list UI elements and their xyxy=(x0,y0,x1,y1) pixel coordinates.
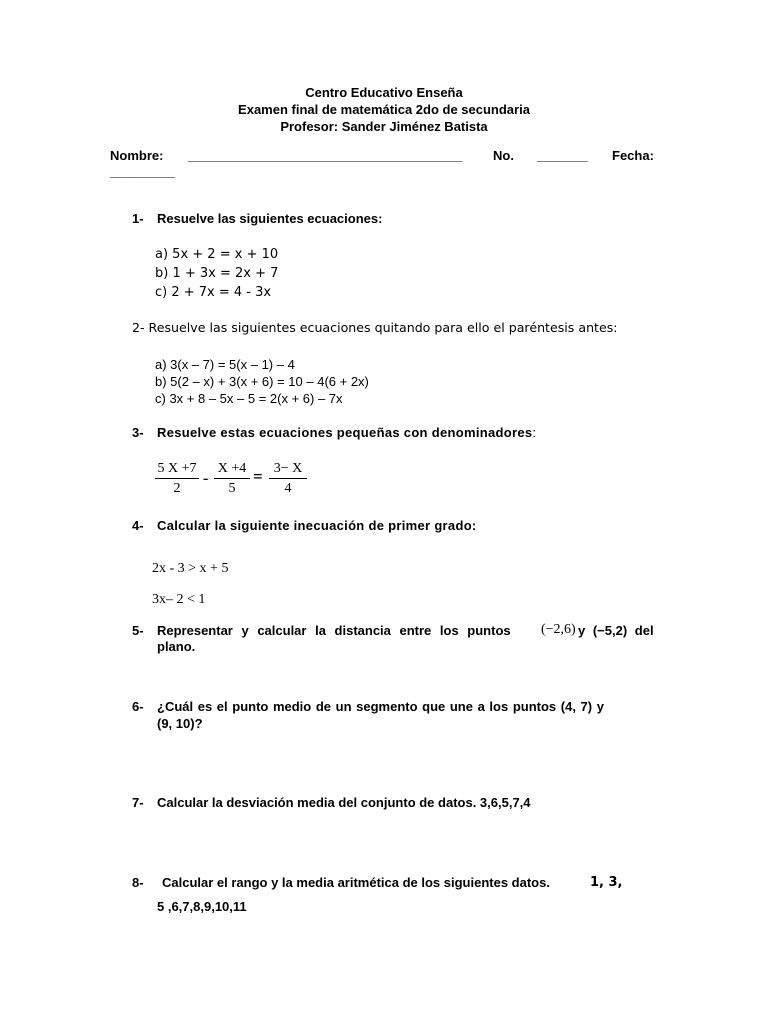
q8-text-b: 1, 3, xyxy=(590,875,623,890)
q1-items xyxy=(155,245,278,302)
q2-item-a: a) 3(x – 7) = 5(x – 1) – 4 xyxy=(155,357,295,372)
fraction-1-bar xyxy=(155,478,199,479)
exam-title: Examen final de matemática 2do de secundaria xyxy=(238,102,530,117)
fraction-1-denominator: 2 xyxy=(173,481,181,496)
q2-text: 2- Resuelve las siguientes ecuaciones quitando para ello el paréntesis antes: xyxy=(132,320,618,335)
number-label: No. xyxy=(493,148,514,163)
q5-text-c: plano. xyxy=(157,639,196,654)
fraction-3-numerator: 3− X xyxy=(273,461,303,476)
teacher-name: Profesor: Sander Jiménez Batista xyxy=(280,119,488,134)
minus-sign: - xyxy=(203,470,209,487)
fraction-3 xyxy=(269,461,307,497)
fraction-3-bar xyxy=(269,478,307,479)
q3-colon: : xyxy=(532,425,537,440)
q7-number: 7- xyxy=(132,795,144,810)
fraction-2 xyxy=(214,461,250,497)
inequality-2: 3x– 2 < 1 xyxy=(152,592,206,607)
q5-text-b: y (−5,2) del xyxy=(578,623,654,638)
q3-number: 3- xyxy=(132,425,144,440)
inequality-1: 2x - 3 > x + 5 xyxy=(152,561,229,576)
q6-text-a: ¿Cuál es el punto medio de un segmento que une a los puntos (4, 7) y xyxy=(157,699,604,714)
q2-item-c: c) 3x + 8 – 5x – 5 = 2(x + 6) – 7x xyxy=(155,391,343,406)
q5-point-1: (−2,6) xyxy=(541,622,576,637)
q7-text: Calcular la desviación media del conjunto de datos. 3,6,5,7,4 xyxy=(157,795,531,810)
q3-text xyxy=(157,425,536,440)
q5-number: 5- xyxy=(132,623,144,638)
q8-text-a: Calcular el rango y la media aritmética de los siguientes datos. xyxy=(162,875,550,890)
fraction-2-bar xyxy=(214,478,250,479)
q2-items xyxy=(155,356,369,407)
fecha-blank: _________ xyxy=(110,164,176,179)
exam-header xyxy=(0,84,768,135)
nombre-blank: _______________________________________ xyxy=(188,148,463,163)
q1-item-b: b) 1 + 3x = 2x + 7 xyxy=(155,266,279,281)
school-name: Centro Educativo Enseña xyxy=(305,85,463,100)
q2-item-b: b) 5(2 – x) + 3(x + 6) = 10 – 4(6 + 2x) xyxy=(155,374,369,389)
q4-number: 4- xyxy=(132,518,144,533)
fraction-2-numerator: X +4 xyxy=(217,461,247,476)
fraction-1-numerator: 5 X +7 xyxy=(157,461,197,476)
fecha-label: Fecha: xyxy=(612,148,654,163)
q3-text-main: Resuelve estas ecuaciones pequeñas con denominadores xyxy=(157,425,533,440)
q1-number: 1- xyxy=(132,211,144,226)
q1-item-a: a) 5x + 2 = x + 10 xyxy=(155,247,279,262)
q8-text-c: 5 ,6,7,8,9,10,11 xyxy=(157,899,247,914)
fraction-3-denominator: 4 xyxy=(284,481,292,496)
fraction-2-denominator: 5 xyxy=(228,481,236,496)
q1-item-c: c) 2 + 7x = 4 - 3x xyxy=(155,285,272,300)
q8-number: 8- xyxy=(132,875,144,890)
equals-sign: = xyxy=(253,467,263,486)
fraction-1 xyxy=(155,461,199,497)
q1-text: Resuelve las siguientes ecuaciones: xyxy=(157,211,383,226)
q4-text: Calcular la siguiente inecuación de primer grado: xyxy=(157,518,477,533)
q5-text-a: Representar y calcular la distancia entre los puntos xyxy=(157,623,511,638)
q6-text-b: (9, 10)? xyxy=(157,716,203,731)
number-blank: _______ xyxy=(537,148,588,163)
q6-number: 6- xyxy=(132,699,144,714)
nombre-label: Nombre: xyxy=(110,148,164,163)
